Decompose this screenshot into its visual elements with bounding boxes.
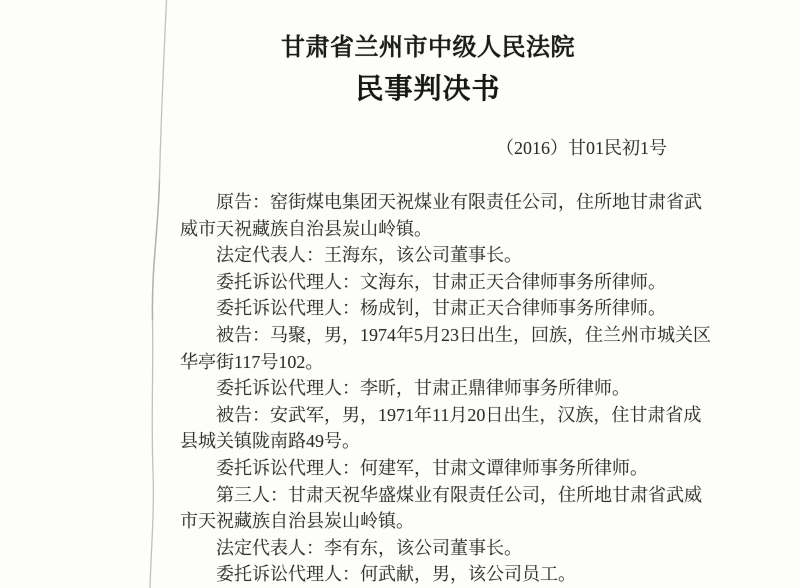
paragraph: 第三人：甘肃天祝华盛煤业有限责任公司，住所地甘肃省武威市天祝藏族自治县炭山岭镇。	[180, 484, 702, 532]
document-title: 民事判决书	[355, 74, 501, 105]
document-body	[180, 189, 712, 588]
paragraph: 被告：安武军，男，1971年11月20日出生，汉族，住甘肃省成县城关镇陇南路49号。	[180, 404, 702, 452]
court-name: 甘肃省兰州市中级人民法院	[281, 35, 575, 61]
paragraph: 委托诉讼代理人：杨成钊，甘肃正天合律师事务所律师。	[216, 298, 666, 319]
paragraph: 委托诉讼代理人：文海东，甘肃正天合律师事务所律师。	[216, 271, 666, 292]
paragraph: 原告：窑街煤电集团天祝煤业有限责任公司，住所地甘肃省武威市天祝藏族自治县炭山岭镇。	[180, 192, 702, 239]
case-number: （2016）甘01民初1号	[496, 138, 667, 158]
paragraph: 委托诉讼代理人：何武献，男，该公司员工。	[216, 564, 576, 585]
paragraph: 委托诉讼代理人：李昕，甘肃正鼎律师事务所律师。	[216, 378, 630, 399]
document-header	[158, 33, 698, 106]
paragraph: 法定代表人：李有东，该公司董事长。	[216, 537, 522, 558]
paragraph: 委托诉讼代理人：何建军，甘肃文谭律师事务所律师。	[216, 457, 648, 478]
paragraph: 法定代表人：王海东，该公司董事长。	[216, 245, 522, 266]
paragraph: 被告：马聚，男，1974年5月23日出生，回族，住兰州市城关区华亭街117号102。	[180, 324, 711, 372]
